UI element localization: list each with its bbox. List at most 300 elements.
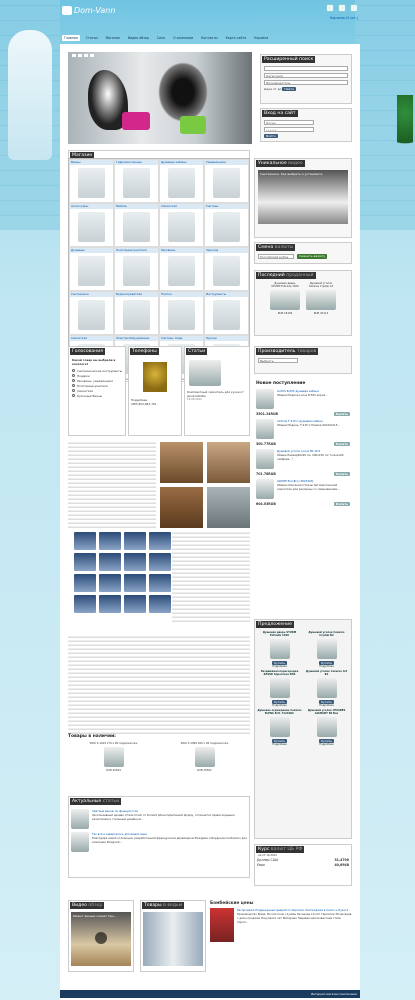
- buy-button[interactable]: Купить: [335, 442, 348, 446]
- price-label: Цена: [264, 87, 272, 91]
- article-date: 19.09.2012: [187, 398, 202, 401]
- offer-item: [304, 631, 349, 668]
- manufacturer-panel: [254, 346, 352, 374]
- cart-link[interactable]: Корзина (0 шт.): [329, 16, 358, 20]
- currency-row: [255, 252, 351, 261]
- product-tile[interactable]: [124, 532, 146, 550]
- product-tile[interactable]: [74, 595, 96, 613]
- product-price: RUB 45624: [106, 769, 121, 772]
- rate-row: [257, 863, 349, 867]
- shop-category-image[interactable]: [78, 256, 105, 286]
- poll-question: Какой товар вы выбрали в каталоге?: [72, 358, 116, 366]
- pager-dot[interactable]: [78, 54, 82, 57]
- shop-category-cell[interactable]: [159, 203, 204, 247]
- shop-category-cell[interactable]: [69, 247, 114, 291]
- offer-name[interactable]: Душевой уголок Cezares Art B2: [305, 670, 348, 676]
- offer-title: [256, 621, 294, 628]
- body-text-block: [68, 634, 250, 734]
- video-review-panel: [68, 900, 134, 972]
- radio-button[interactable]: [72, 394, 75, 397]
- in-stock-list: [68, 742, 250, 772]
- manufacturer-dropdown[interactable]: Выбрать: [258, 358, 298, 363]
- video-review-title-sub: обзор: [88, 903, 103, 908]
- shop-category-cell[interactable]: [159, 159, 204, 203]
- side-text-block: [172, 532, 250, 622]
- prices-news-text: Производство Дома, Россия Сочи службы Не менее 10 лет Гарантия 36 месяцев с даты продажи Покупаете лет Материал Лицевая малоизвестная сталь пороп...: [237, 912, 352, 924]
- radio-button[interactable]: [72, 379, 75, 382]
- product-desc: Общие Модель: F-215 С Размер 90x90x215...: [277, 423, 340, 427]
- header-icons: [326, 4, 358, 12]
- video-title-text: Уникальное: [258, 161, 287, 166]
- new-arrivals-title: Новое поступление: [256, 381, 306, 386]
- product-desc: Общие Модель:Luxus B-505 акрил...: [277, 393, 328, 397]
- offer-item: [304, 709, 349, 746]
- poll-option-label: Сантехнические инструменты: [77, 368, 122, 373]
- rate-row: [257, 858, 349, 862]
- product-tile[interactable]: [74, 553, 96, 571]
- offer-panel: [254, 619, 352, 839]
- product-image[interactable]: [270, 290, 300, 310]
- shop-category-cell[interactable]: [114, 159, 159, 203]
- buy-button[interactable]: Купить: [320, 739, 333, 743]
- poll-option-label: Смесители: [77, 388, 94, 393]
- last-sold-title-text: Последний: [258, 273, 285, 278]
- product-price: 300.77RUB: [256, 442, 276, 446]
- offer-image[interactable]: [317, 639, 337, 659]
- article-text[interactable]: Комплектный смеситель для кухни от Jacob Delafon: [187, 390, 244, 398]
- shop-category-image[interactable]: [213, 168, 240, 198]
- product-name: Душевой уголок Cezares Crystal A3: [308, 282, 334, 288]
- product-name: Душевая дверь STURM Entrada 1400: [271, 282, 299, 288]
- more-link[interactable]: Подробнее: [319, 665, 334, 668]
- photo-cabinet[interactable]: [207, 442, 250, 483]
- new-arrival-item: [254, 419, 352, 446]
- shop-category-cell[interactable]: [204, 247, 249, 291]
- shop-category-image[interactable]: [168, 168, 195, 198]
- shop-category-image[interactable]: [123, 256, 150, 286]
- shop-category-label[interactable]: Зеркала: [205, 248, 248, 253]
- search-input[interactable]: [264, 66, 348, 71]
- new-arrival-row: [256, 479, 350, 499]
- actual-article: [71, 832, 247, 852]
- article-info: [92, 809, 247, 821]
- product-tile[interactable]: [149, 553, 171, 571]
- category-select[interactable]: Категория: [264, 73, 348, 78]
- shop-category-image[interactable]: [213, 256, 240, 286]
- offer-image[interactable]: [270, 639, 290, 659]
- shop-category-cell[interactable]: [114, 203, 159, 247]
- plant-decoration: [397, 95, 413, 155]
- rates-title-text: Курс: [258, 847, 270, 852]
- currency-name: Евро: [257, 863, 265, 867]
- shop-category-label[interactable]: Сантехника: [70, 292, 113, 297]
- product-image[interactable]: [195, 747, 215, 767]
- radio-button[interactable]: [72, 389, 75, 392]
- new-arrivals-list: [254, 389, 352, 506]
- poll-option[interactable]: [69, 368, 125, 373]
- price-row: [256, 442, 350, 446]
- actual-articles-panel: [68, 796, 250, 878]
- shop-category-image[interactable]: [213, 212, 240, 242]
- green-sink: [180, 116, 206, 134]
- last-sold-panel: [254, 270, 352, 336]
- product-tile[interactable]: [99, 595, 121, 613]
- buy-button[interactable]: Купить: [335, 472, 348, 476]
- nav-item-shop[interactable]: Магазин: [105, 36, 120, 40]
- shop-category-label[interactable]: Душевые кабины: [160, 160, 203, 165]
- product-tile[interactable]: [99, 574, 121, 592]
- poll-option-label: Подарки: [77, 373, 90, 378]
- poll-option[interactable]: [69, 393, 125, 398]
- last-sold-item[interactable]: [270, 282, 300, 315]
- tovary-image[interactable]: [143, 912, 203, 966]
- offer-image[interactable]: [270, 678, 290, 698]
- shop-category-label[interactable]: Прочее: [205, 336, 248, 341]
- product-image[interactable]: [256, 389, 274, 409]
- rates-title: [256, 846, 304, 853]
- login-title-text: Вход на сайт: [264, 111, 296, 116]
- sink-decoration: [8, 30, 52, 160]
- radio-button[interactable]: [72, 369, 75, 372]
- product-tile[interactable]: [99, 532, 121, 550]
- tovary-title: [142, 902, 184, 909]
- banner-pager: [72, 54, 94, 57]
- product-tile[interactable]: [149, 574, 171, 592]
- currency-value: 31,4700: [334, 858, 349, 862]
- search-title-text: Расширенный поиск: [264, 57, 314, 62]
- login-panel: [260, 108, 352, 142]
- product-tile[interactable]: [124, 553, 146, 571]
- product-link[interactable]: LUXUS B-505 душевая кабина: [277, 389, 319, 393]
- buy-button[interactable]: Купить: [273, 661, 286, 665]
- tovary-title-sub: в ведьм: [163, 903, 183, 908]
- buy-button[interactable]: Купить: [320, 661, 333, 665]
- bathroom-photos: [160, 442, 250, 528]
- photo-shower[interactable]: [207, 487, 250, 528]
- product-price: 701.78RUB: [256, 472, 276, 476]
- offer-name[interactable]: Раздвижная перегородка RAVAK Supernova DSS: [260, 670, 299, 676]
- offer-name[interactable]: Душевое ограждение Cezares ELENA B-TL 7221SDC: [257, 709, 302, 715]
- offer-title-text: Предложение: [258, 622, 292, 627]
- actual-title-sub: статьи: [102, 799, 120, 804]
- new-arrival-row: [256, 449, 350, 469]
- shop-category-label[interactable]: Унитазы, биде: [160, 336, 203, 341]
- banner-mirror: [158, 62, 208, 122]
- articles-small-title: [186, 348, 207, 355]
- footer-text[interactable]: Интернет-магазин Сантехники: [311, 992, 357, 996]
- buy-button[interactable]: Купить: [273, 739, 286, 743]
- currency-button[interactable]: Сменить валюту: [299, 254, 326, 258]
- video-review-title-text: Видео: [72, 903, 87, 908]
- more-link[interactable]: Подробнее: [319, 743, 334, 746]
- shop-category-label[interactable]: Гидромассажные: [115, 160, 158, 165]
- tovary-panel: [140, 900, 206, 972]
- article-info: [92, 832, 247, 844]
- login-button[interactable]: Войти: [266, 134, 276, 138]
- shop-category-image[interactable]: [168, 212, 195, 242]
- buy-button[interactable]: Купить: [335, 502, 348, 506]
- poll-title: [70, 348, 105, 355]
- offer-image[interactable]: [270, 717, 290, 737]
- new-arrival-item: [254, 449, 352, 476]
- video-title-sub: видео: [288, 161, 303, 166]
- rates-title-sub: валют ЦБ РФ: [270, 847, 303, 852]
- promo-banner[interactable]: [68, 52, 252, 144]
- new-arrival-row: [256, 389, 350, 409]
- pink-sink: [122, 112, 150, 130]
- product-info: [277, 389, 350, 397]
- price-to[interactable]: до: [277, 87, 282, 91]
- nav-item-contacts[interactable]: Контакты: [201, 36, 218, 40]
- article-image[interactable]: [71, 809, 89, 829]
- offer-name[interactable]: Душевой уголок Cezares Crystal B2: [308, 631, 345, 637]
- search-panel: [260, 54, 352, 104]
- product-price: RUB 39551: [197, 769, 212, 772]
- shop-category-image[interactable]: [123, 300, 150, 330]
- radio-button[interactable]: [72, 384, 75, 387]
- manufacturer-title: [256, 348, 318, 355]
- last-sold-title: [256, 272, 316, 279]
- offer-name[interactable]: Душевой уголок CEZARES GIAMANT 80 Box: [307, 709, 346, 715]
- poll-option-label: Раковины, умывальники: [77, 378, 114, 383]
- last-sold-item[interactable]: [306, 282, 336, 315]
- shop-category-label[interactable]: Смесители: [70, 336, 113, 341]
- product-link[interactable]: Душевой уголок Luxus 85-10 б: [277, 449, 321, 453]
- poll-title-text: Голосования: [72, 349, 103, 354]
- actual-title: [70, 798, 121, 805]
- article-image[interactable]: [189, 360, 221, 386]
- video-review-caption: Ремонт ванных комнат Сан...: [73, 914, 117, 918]
- product-desc: Общие Размер90x90 см, 200x150 см "Luxus190 сейфера...": [277, 453, 344, 461]
- video-review-player[interactable]: [71, 912, 131, 966]
- password-field[interactable]: ••••••: [264, 127, 314, 132]
- articles-small-title-text: Статьи: [188, 349, 206, 354]
- shop-title-text: Магазин: [72, 153, 93, 158]
- shop-category-cell[interactable]: [69, 203, 114, 247]
- poll-options: [69, 368, 125, 398]
- shop-category-cell[interactable]: [159, 247, 204, 291]
- logo-text: Dom-Vann: [74, 6, 116, 15]
- product-image[interactable]: [256, 479, 274, 499]
- product-image[interactable]: [256, 419, 274, 439]
- article-image[interactable]: [71, 832, 89, 852]
- product-tile[interactable]: [149, 595, 171, 613]
- phones-label[interactable]: Подробнее: [131, 398, 148, 402]
- video-review-title: [70, 902, 104, 909]
- article-text: Эксклюзивный дизайн Стали Crush от Duravit рбинспиративной форму, отличается превосходными качествами и стильным дизайном...: [92, 813, 235, 821]
- shop-category-cell[interactable]: [69, 159, 114, 203]
- product-image[interactable]: [104, 747, 124, 767]
- header: [60, 0, 360, 34]
- shop-category-label[interactable]: Плитка: [160, 292, 203, 297]
- nav-item-articles[interactable]: Статьи: [85, 36, 98, 40]
- video-player[interactable]: [258, 170, 348, 224]
- site-logo[interactable]: [62, 6, 115, 15]
- photo-shelf[interactable]: [160, 487, 203, 528]
- product-price: 604.03RUB: [256, 502, 276, 506]
- shop-category-cell[interactable]: [69, 291, 114, 335]
- shop-category-cell[interactable]: [204, 291, 249, 335]
- shop-category-label[interactable]: Мебель: [115, 204, 158, 209]
- product-image[interactable]: [256, 449, 274, 469]
- product-name: SWO Х-1919 170 x 90 гидромассаж: [89, 742, 138, 745]
- product-link[interactable]: Victoria F-215 С душевая кабина: [277, 419, 323, 423]
- shop-category-cell[interactable]: [204, 159, 249, 203]
- currency-panel: [254, 242, 352, 264]
- shop-category-image[interactable]: [123, 212, 150, 242]
- shop-category-label[interactable]: Водонагреватели: [115, 292, 158, 297]
- phones-panel: [128, 346, 182, 436]
- radio-button[interactable]: [72, 374, 75, 377]
- shop-category-image[interactable]: [78, 168, 105, 198]
- search-button[interactable]: Найти: [284, 87, 295, 91]
- product-image[interactable]: [306, 290, 336, 310]
- nav-item-video[interactable]: Видео обзор: [127, 36, 149, 40]
- product-desc: Общие Описание:Отказы Автоматический смеситель для раковины со смешиванием...: [277, 483, 340, 491]
- nav-item-cart[interactable]: Корзина: [254, 36, 269, 40]
- shop-category-label[interactable]: Ванны: [70, 160, 113, 165]
- offer-image[interactable]: [317, 717, 337, 737]
- offer-grid: [255, 629, 351, 748]
- rates-table: [255, 858, 351, 867]
- nav-item-home[interactable]: Главная: [64, 36, 78, 40]
- video-panel: [254, 158, 352, 238]
- shop-category-image[interactable]: [213, 300, 240, 330]
- shop-category-label[interactable]: Унитазы: [205, 204, 248, 209]
- buy-button[interactable]: Купить: [273, 700, 286, 704]
- more-link[interactable]: Подробнее: [319, 704, 334, 707]
- price-from[interactable]: от: [272, 87, 277, 91]
- product-info: [277, 449, 350, 461]
- currency-title-text: Смена: [258, 245, 274, 250]
- offer-item: [257, 670, 302, 707]
- last-sold-list: [255, 282, 351, 315]
- product-tile[interactable]: [124, 595, 146, 613]
- price-row: [256, 502, 350, 506]
- shop-category-image[interactable]: [78, 212, 105, 242]
- pager-dot[interactable]: [84, 54, 88, 57]
- product-tile[interactable]: [149, 532, 171, 550]
- manufacturer-title-text: Производитель: [258, 349, 296, 354]
- shop-category-label[interactable]: Аксессуары: [70, 204, 113, 209]
- shop-category-image[interactable]: [168, 256, 195, 286]
- shop-category-cell[interactable]: [114, 291, 159, 335]
- shop-category-label[interactable]: Раковины: [160, 248, 203, 253]
- nav-item-sila[interactable]: Сила: [156, 36, 166, 40]
- home-icon[interactable]: [326, 4, 334, 12]
- product-tile[interactable]: [74, 574, 96, 592]
- prices-news: [210, 900, 352, 972]
- more-link[interactable]: Подробнее: [272, 704, 287, 707]
- in-stock-item[interactable]: [170, 742, 240, 772]
- price-row: [256, 412, 350, 416]
- articles-small-panel: [184, 346, 250, 436]
- main-nav: [60, 34, 360, 42]
- product-tile[interactable]: [74, 532, 96, 550]
- currency-value: 40,6948: [334, 863, 349, 867]
- prices-news-link[interactable]: Распродажа Подержанных дверей по Кирпичи. Распродажа в Санто и Пуэнта: [237, 908, 349, 912]
- nav-item-sitemap[interactable]: Карта сайта: [225, 36, 247, 40]
- login-field[interactable]: Логин: [264, 120, 314, 125]
- offer-item: [304, 670, 349, 707]
- offer-image[interactable]: [317, 678, 337, 698]
- product-tile[interactable]: [124, 574, 146, 592]
- shop-category-label[interactable]: Душевые: [70, 248, 113, 253]
- main-content: [60, 44, 360, 1000]
- shop-category-label[interactable]: Смесители: [160, 204, 203, 209]
- actual-title-text: Актуальные: [72, 799, 102, 804]
- product-name: SWO Х-1999 160 x 90 гидромассаж: [180, 742, 229, 745]
- shop-category-label[interactable]: Полотенцесушители: [115, 248, 158, 253]
- product-tile[interactable]: [99, 553, 121, 571]
- shop-category-image[interactable]: [168, 300, 195, 330]
- rates-panel: [254, 844, 352, 886]
- more-link[interactable]: Подробнее: [272, 743, 287, 746]
- article-text: Благодаря новой коллекции, разработанной французским дизайнером Plexiglass и Бордоном Carbolexin для компании Paulgrant...: [92, 836, 247, 844]
- video-caption: Сантехника. Как выбрать и установить: [260, 172, 323, 176]
- prices-news-item: [210, 908, 352, 942]
- manufacturer-select[interactable]: Производитель: [264, 80, 348, 85]
- poll-option-label: Полотенцесушители: [77, 383, 108, 388]
- login-title: [262, 110, 298, 117]
- article-link[interactable]: Так всё и завертелось для ваших ванн: [92, 832, 148, 836]
- play-icon[interactable]: [95, 932, 107, 944]
- pager-dot[interactable]: [72, 54, 76, 57]
- in-stock-item[interactable]: [79, 742, 149, 772]
- currency-name: Доллар США: [257, 858, 279, 862]
- footer-bar: [60, 990, 360, 998]
- search-title: [262, 56, 315, 63]
- price-row: [256, 472, 350, 476]
- mail-icon[interactable]: [338, 4, 346, 12]
- pager-dot[interactable]: [90, 54, 94, 57]
- poll-panel: [68, 346, 126, 436]
- offer-item: [257, 631, 302, 668]
- shop-category-label[interactable]: Электрооборудование: [115, 336, 158, 341]
- product-link[interactable]: GROHE EuroEco (3623390): [277, 479, 314, 483]
- product-price: RUB 18169: [277, 312, 293, 315]
- currency-title-sub: валюты: [274, 245, 294, 250]
- buy-button[interactable]: Купить: [320, 700, 333, 704]
- intro-text-block: [68, 442, 156, 528]
- nav-item-about[interactable]: О компании: [173, 36, 194, 40]
- product-tile-grid: [74, 532, 171, 613]
- shop-category-cell[interactable]: [204, 203, 249, 247]
- phone-number: (987)452-843-761: [131, 402, 157, 406]
- prices-news-image[interactable]: [210, 908, 234, 942]
- article-link[interactable]: Светлые ванны по фэншуистски: [92, 809, 139, 813]
- video-title: [256, 160, 305, 167]
- buy-button[interactable]: Купить: [335, 412, 348, 416]
- poll-option-label: Кухонные Ванны: [77, 393, 102, 398]
- sitemap-icon[interactable]: [350, 4, 358, 12]
- more-link[interactable]: Подробнее: [272, 665, 287, 668]
- prices-news-title: Бомбейские цены: [210, 900, 254, 905]
- shop-category-label[interactable]: Инструменты: [205, 292, 248, 297]
- product-info: [277, 419, 350, 427]
- shop-category-cell[interactable]: [114, 247, 159, 291]
- shop-category-image[interactable]: [78, 300, 105, 330]
- shop-category-label[interactable]: Умывальники: [205, 160, 248, 165]
- photo-furniture[interactable]: [160, 442, 203, 483]
- shop-category-image[interactable]: [123, 168, 150, 198]
- shop-category-cell[interactable]: [159, 291, 204, 335]
- currency-select[interactable]: Российский рубль: [258, 254, 294, 259]
- price-range: [261, 87, 351, 91]
- in-stock-title: Товары в наличии:: [68, 734, 116, 739]
- last-sold-title-sub: проданный: [286, 273, 314, 278]
- offer-name[interactable]: Душевая дверь STURM Entrada 1400: [262, 631, 297, 637]
